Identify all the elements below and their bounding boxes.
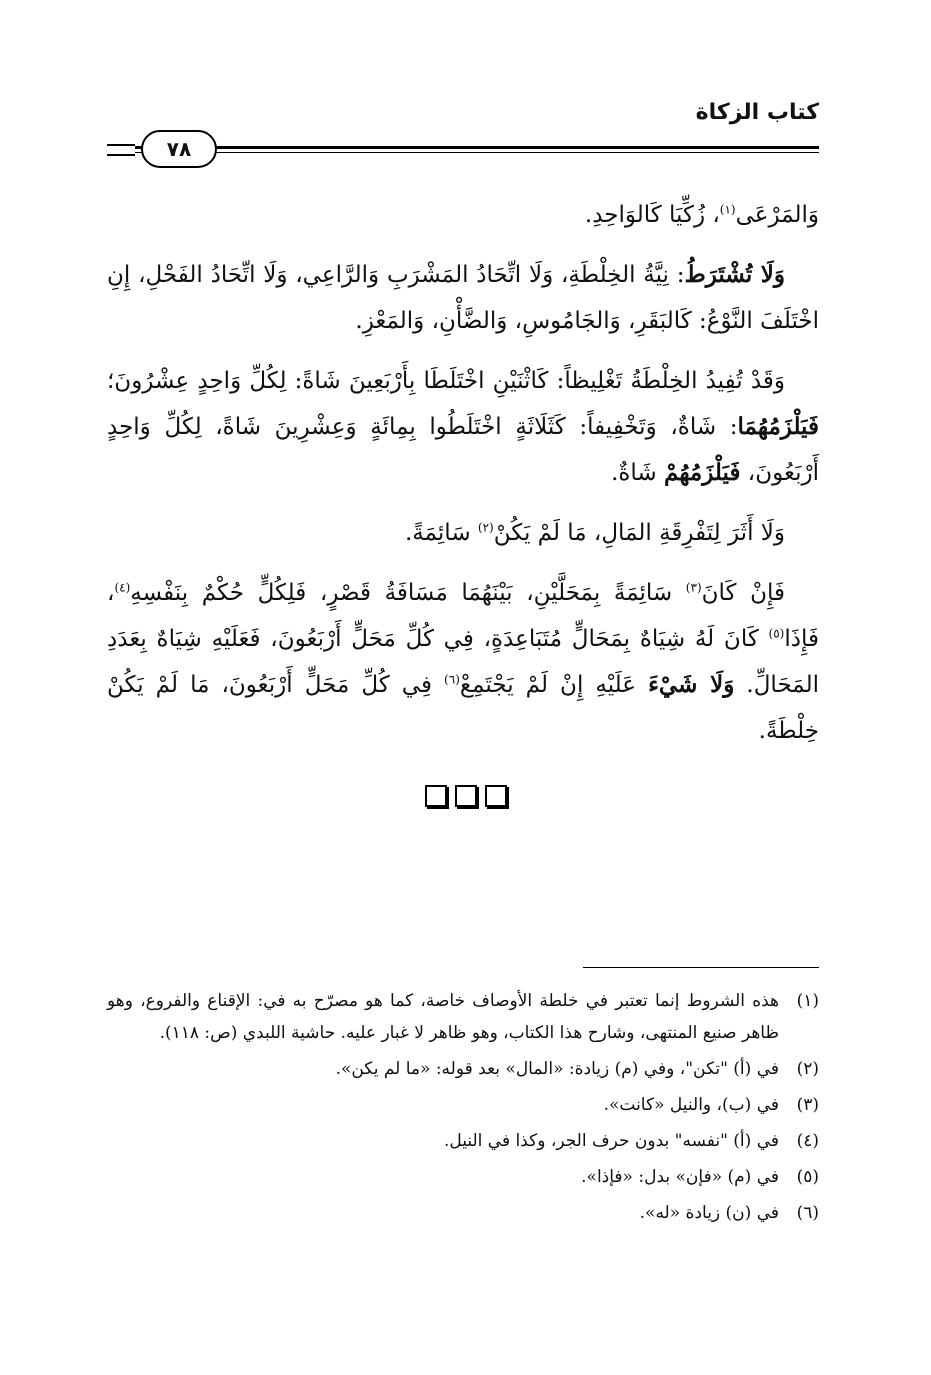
footnote-5 (107, 1161, 819, 1193)
p2-bold-a: وَلَا تُشْتَرَطُ (684, 261, 785, 288)
footnote-2 (107, 1053, 819, 1085)
page-header (107, 100, 819, 170)
page-number-dash (107, 144, 135, 156)
p3-bold-b: فَيَلْزَمُهُمَا (737, 413, 819, 440)
footnote-6 (107, 1197, 819, 1229)
footnote-number: (١) (796, 991, 819, 1011)
footnote-text: في (أ) "تكن"، وفي (م) زيادة: «المال» بعد قوله: «ما لم يكن». (335, 1059, 779, 1079)
p3-text-a: وَقَدْ تُفِيدُ الخِلْطَةُ تَغْلِيظاً: كَاثْنَيْنِ اخْتَلَطَا بِأَرْبَعِينَ شَاةً: لِكُلِّ وَاحِدٍ عِشْرُونَ؛ (107, 368, 785, 394)
p2-text-b: : نِيَّةُ الخِلْطَةِ، وَلَا اتِّحَادُ المَشْرَبِ وَالرَّاعِي، وَلَا اتِّحَادُ الفَحْلِ، إِنِ اخْتَلَفَ النَّوْعُ: كَالبَقَرِ، وَالجَامُوسِ، وَالضَّأْنِ، وَالمَعْزِ. (107, 262, 819, 334)
footnote-text: هذه الشروط إنما تعتبر في خلطة الأوصاف خاصة، كما هو مصرّح به في: الإقناع والفروع، وهو ظاهر صنيع المنتهى، وشارح هذا الكتاب، وهو ظاهر لا غبار عليه. حاشية اللبدي (ص: ١١٨). (107, 991, 779, 1043)
footnote-ref-3[interactable]: (٣) (685, 580, 702, 595)
p4-text-b: سَائِمَةً. (404, 520, 478, 546)
paragraph-2 (107, 252, 819, 344)
footnote-1 (107, 985, 819, 1049)
page-number-ornament (107, 130, 227, 170)
p5-text-g: فِي كُلِّ مَحَلٍّ أَرْبَعُونَ، مَا لَمْ يَكُنْ خِلْطَةً. (107, 672, 819, 744)
main-text (107, 192, 819, 768)
page-number: ٧٨ (141, 130, 217, 168)
footnote-number: (٥) (796, 1167, 819, 1187)
footnote-number: (٦) (796, 1203, 819, 1223)
p5-text-f: عَلَيْهِ إِنْ لَمْ يَجْتَمِعْ (459, 672, 649, 698)
footnote-number: (٢) (796, 1059, 819, 1079)
footnote-text: في (أ) "نفسه" بدون حرف الجر، وكذا في النيل. (443, 1131, 779, 1151)
section-separator (0, 785, 931, 807)
book-title: كتاب الزكاة (695, 100, 819, 125)
footnote-number: (٣) (796, 1095, 819, 1115)
footnote-ref-5[interactable]: (٥) (768, 626, 785, 641)
paragraph-5 (107, 570, 819, 754)
footnote-text: في (ن) زيادة «له». (639, 1203, 779, 1223)
footnote-text: في (م) «فإن» بدل: «فإذا». (581, 1167, 779, 1187)
p5-text-c: ، فَإِذَا (107, 580, 819, 652)
footnote-text: في (ب)، والنيل «كانت». (603, 1095, 779, 1115)
p1-text-a: وَالمَرْعَى (735, 202, 819, 228)
p3-text-c: : شَاةٌ، وَتَخْفِيفاً: كَثَلَاثَةٍ اخْتَلَطُوا بِمِائَةٍ وَعِشْرِينَ شَاةً، لِكُلِّ وَاحِدٍ أَرْبَعُونَ، (107, 414, 819, 486)
separator-square-icon (425, 785, 447, 807)
separator-square-icon (455, 785, 477, 807)
footnote-ref-6[interactable]: (٦) (444, 672, 460, 687)
separator-square-icon (485, 785, 507, 807)
p5-text-a: فَإِنْ كَانَ (701, 580, 785, 606)
paragraph-3 (107, 358, 819, 496)
p5-text-b: سَائِمَةً بِمَحَلَّيْنِ، بَيْنَهُمَا مَسَافَةُ قَصْرٍ، فَلِكُلٍّ حُكْمٌ بِنَفْسِهِ (130, 580, 686, 606)
footnote-ref-1[interactable]: (١) (719, 202, 736, 217)
footnotes (107, 985, 819, 1233)
p5-text-d: كَانَ لَهُ شِيَاهٌ بِمَحَالٍّ مُتَبَاعِدَةٍ، فِي كُلِّ مَحَلٍّ أَرْبَعُونَ، فَعَلَيْهِ شِيَاهٌ بِعَدَدِ المَحَالِّ. (107, 626, 819, 698)
paragraph-4 (107, 510, 819, 556)
footnote-rule (583, 967, 819, 968)
footnote-ref-2[interactable]: (٢) (477, 520, 494, 535)
p4-text-a: وَلَا أَثَرَ لِتَفْرِقَةِ المَالِ، مَا لَمْ يَكُنْ (493, 520, 785, 546)
footnote-3 (107, 1089, 819, 1121)
p3-text-e: شَاةٌ. (611, 460, 665, 486)
paragraph-1 (107, 192, 819, 238)
p5-bold-e: وَلَا شَيْءَ (648, 671, 735, 698)
footnote-ref-4[interactable]: (٤) (114, 580, 131, 595)
footnote-number: (٤) (796, 1131, 819, 1151)
footnote-4 (107, 1125, 819, 1157)
p1-text-b: ، زُكِّيَا كَالوَاحِدِ. (584, 202, 720, 228)
p3-bold-d: فَيَلْزَمُهُمْ (664, 459, 741, 486)
